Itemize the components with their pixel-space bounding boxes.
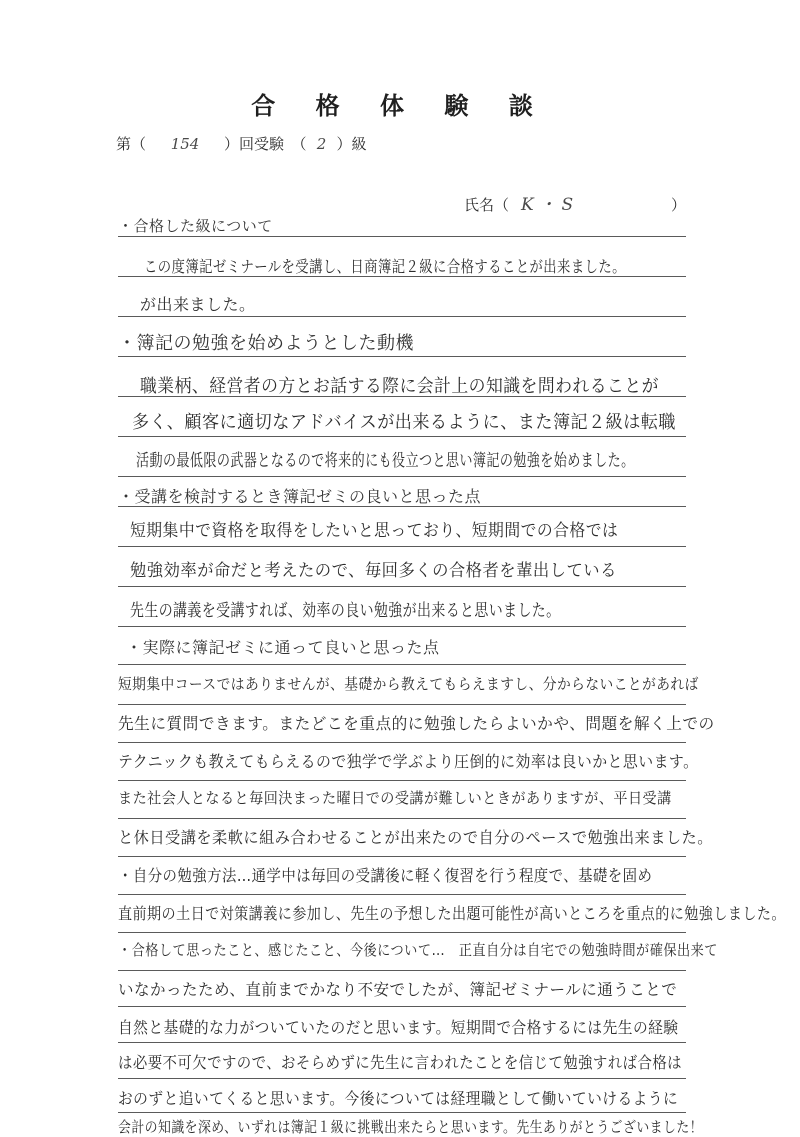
body-line: 先生に質問できます。またどこを重点的に勉強したらよいかや、問題を解く上での (118, 714, 715, 733)
body-line: 短期集中で資格を取得をしたいと思っており、短期間での合格では (130, 521, 619, 541)
ruled-line (118, 476, 686, 477)
body-line: テクニックも教えてもらえるので独学で学ぶより圧倒的に効率は良いかと思います。 (118, 752, 699, 771)
name-line (464, 190, 686, 215)
ruled-line (118, 626, 686, 627)
ruled-line (118, 704, 686, 705)
ruled-line (118, 664, 686, 665)
exam-prefix: 第（ (116, 135, 147, 153)
ruled-line (118, 742, 686, 743)
exam-session-suffix: ）回受験 （ (224, 135, 307, 153)
body-line: 直前期の土日で対策講義に参加し、先生の予想した出題可能性が高いところを重点的に勉強しました。 (118, 904, 786, 923)
body-line: 自然と基礎的な力がついていたのだと思います。短期間で合格するには先生の経験 (118, 1018, 679, 1037)
body-line: 先生の講義を受講すれば、効率の良い勉強が出来ると思いました。 (130, 601, 561, 621)
section-heading: ・受講を検討するとき簿記ゼミの良いと思った点 (118, 487, 482, 506)
exam-session-number: 154 (170, 135, 200, 153)
ruled-line (118, 818, 686, 819)
ruled-line (118, 894, 686, 895)
ruled-line (118, 970, 686, 971)
section-heading: ・実際に簿記ゼミに通って良いと思った点 (126, 638, 440, 657)
ruled-line (118, 856, 686, 857)
ruled-line (118, 1042, 686, 1043)
ruled-line (118, 1112, 686, 1113)
ruled-line (118, 436, 686, 437)
ruled-line (118, 356, 686, 357)
body-line: ・合格して思ったこと、感じたこと、今後について… 正直自分は自宅での勉強時間が確保出来て (118, 941, 718, 959)
ruled-line (118, 236, 686, 237)
exam-grade: 2 (316, 135, 327, 153)
ruled-line (118, 316, 686, 317)
body-line: おのずと追いてくると思います。今後については経理職として働いていけるように (118, 1089, 679, 1108)
section-heading: ・簿記の勉強を始めようとした動機 (118, 333, 414, 354)
ruled-line (118, 1078, 686, 1079)
body-line: と休日受講を柔軟に組み合わせることが出来たので自分のペースで勉強出来ました。 (118, 828, 713, 847)
body-line: いなかったため、直前までかなり不安でしたが、簿記ゼミナールに通うことで (118, 980, 678, 999)
name-value: K ・ S (521, 195, 574, 215)
exam-grade-suffix: ）級 (336, 135, 367, 153)
body-line: ・自分の勉強方法…通学中は毎回の受講後に軽く復習を行う程度で、基礎を固め (118, 866, 653, 885)
body-line: が出来ました。 (140, 295, 256, 314)
ruled-line (118, 780, 686, 781)
ruled-line (118, 586, 686, 587)
body-line: 活動の最低限の武器となるので将来的にも役立つと思い簿記の勉強を始めました。 (136, 451, 635, 471)
body-line: 多く、顧客に適切なアドバイスが出来るように、また簿記２級は転職 (132, 412, 676, 433)
body-line: 勉強効率が命だと考えたので、毎回多くの合格者を輩出している (130, 561, 617, 581)
ruled-line (118, 1006, 686, 1007)
body-line: 会計の知識を深め、いずれは簿記１級に挑戦出来たらと思います。先生ありがとうございました！ (118, 1118, 703, 1136)
name-label: 氏名（ (464, 196, 510, 214)
body-line: また社会人となると毎回決まった曜日での受講が難しいときがありますが、平日受講 (118, 789, 672, 807)
body-line: この度簿記ゼミナールを受講し、日商簿記２級に合格することが出来ました。 (144, 257, 626, 276)
section-heading: ・合格した級について (118, 217, 273, 235)
exam-info-line (116, 133, 367, 154)
name-close: ） (671, 196, 687, 214)
document-title: 合 格 体 験 談 (251, 92, 549, 120)
body-line: 職業柄、経営者の方とお話する際に会計上の知識を問われることが (140, 376, 659, 397)
ruled-line (118, 932, 686, 933)
body-line: は必要不可欠ですので、おそらめずに先生に言われたことを信じて勉強すれば合格は (118, 1053, 683, 1072)
ruled-line (118, 546, 686, 547)
body-line: 短期集中コースではありませんが、基礎から教えてもらえますし、分からないことがあれば (118, 675, 699, 693)
